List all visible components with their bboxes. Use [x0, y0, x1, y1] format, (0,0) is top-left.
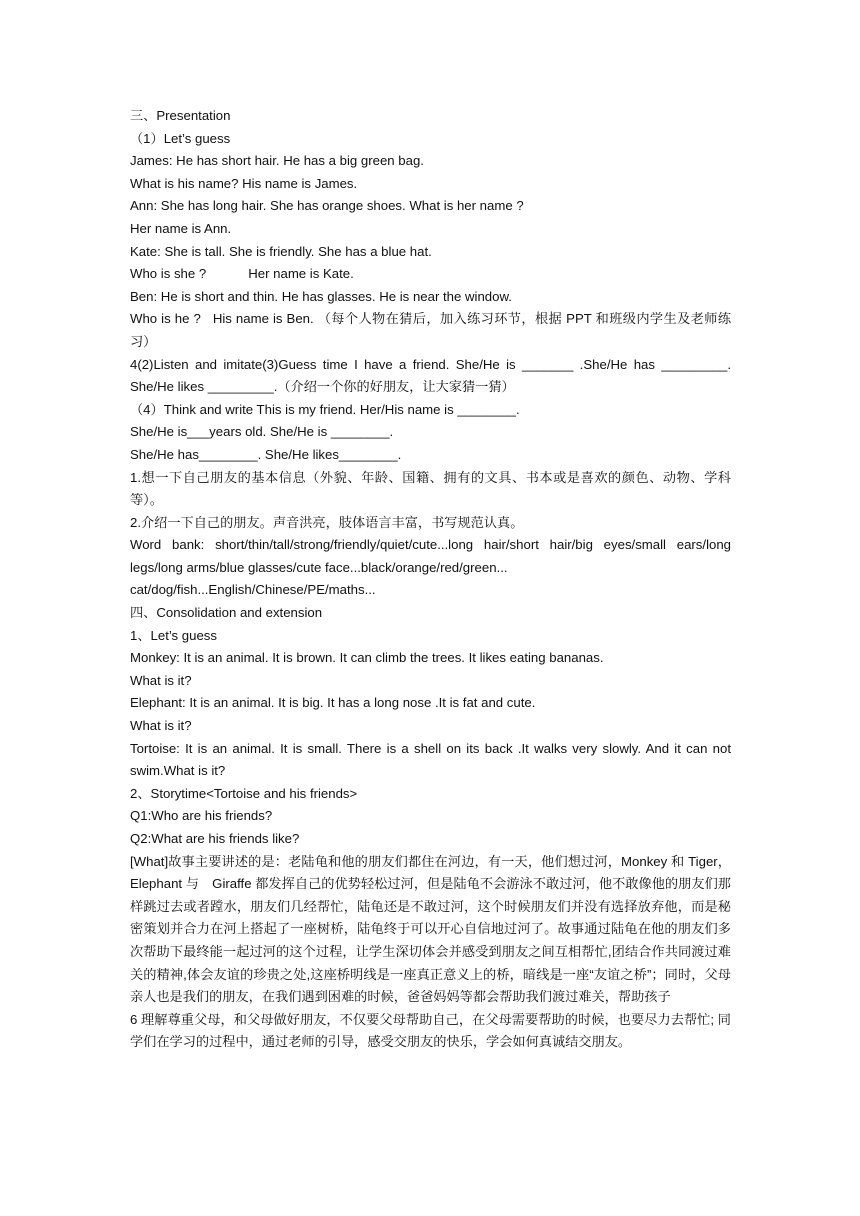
- text-paragraph: 2.介绍一下自己的朋友。声音洪亮，肢体语言丰富，书写规范认真。: [130, 514, 524, 530]
- text-paragraph: 6 理解尊重父母，和父母做好朋友，不仅要父母帮助自己，在父母需要帮助的时候，也要尽力去帮忙; 同学们在学习的过程中，通过老师的引导，感受交朋友的快乐，学会如何真诚结交朋友。: [130, 1011, 731, 1050]
- word-bank: Word bank: short/thin/tall/strong/friendly/quiet/cute...long hair/short hair/big eyes/small ears/long legs/long arms/blue glasses/cute face...black/orange/red/green...: [130, 537, 731, 575]
- text-line: She/He is___years old. She/He is ________.: [130, 424, 394, 440]
- document-body: [130, 105, 731, 1054]
- text-paragraph: 4(2)Listen and imitate(3)Guess time I have a friend. She/He is _______ .She/He has _________. She/He likes _________.（介绍一个你的好朋友，让大家猜一猜）: [130, 356, 731, 395]
- text-paragraph: 1.想一下自己朋友的基本信息（外貌、年龄、国籍、拥有的文具、书本或是喜欢的颜色、动物、学科等）。: [130, 469, 731, 508]
- text-line: What is it?: [130, 718, 192, 734]
- story-summary-paragraph: [What]故事主要讲述的是：老陆龟和他的朋友们都住在河边，有一天，他们想过河，Monkey 和 Tiger，Elephant 与 Giraffe 都发挥自己的优势轻松过河，但是陆龟不会游泳不敢过河，他不敢像他的朋友们那样跳过去或者蹚水，朋友们几经帮忙，陆龟还是不敢过河，这个时候朋友们并没有选择放弃他，而是秘密策划并合力在河上搭起了一座树桥，陆龟终于可以开心自信地过河了。故事通过陆龟在他的朋友们多次帮助下最终能一起过河的这个过程，让学生深切体会并感受到朋友之间互相帮忙,团结合作共同渡过难关的精神,体会友谊的珍贵之处,这座桥明线是一座真正意义上的桥，暗线是一座“友谊之桥”；同时，父母亲人也是我们的朋友，在我们遇到困难的时候，爸爸妈妈等都会帮助我们渡过难关，帮助孩子: [130, 853, 731, 1005]
- text-line: What is his name? His name is James.: [130, 175, 358, 191]
- text-line: cat/dog/fish...English/Chinese/PE/maths...: [130, 582, 376, 598]
- subheading-think-write: （4）Think and write This is my friend. Her/His name is ________.: [130, 401, 520, 417]
- section-heading-presentation: 三、Presentation: [130, 108, 231, 123]
- text-paragraph: Tortoise: It is an animal. It is small. There is a shell on its back .It walks very slowly. And it can not swim.What is it?: [130, 740, 731, 779]
- question-text: Who is he ?: [130, 311, 201, 327]
- text-line: Kate: She is tall. She is friendly. She has a blue hat.: [130, 243, 432, 259]
- text-line: Elephant: It is an animal. It is big. It has a long nose .It is fat and cute.: [130, 695, 536, 711]
- answer-text: His name is Ben. （每个人物在猜后，加入练习环节，根据 PPT 和班级内学生及老师练习）: [130, 311, 732, 349]
- subheading-storytime: 2、Storytime<Tortoise and his friends>: [130, 785, 358, 801]
- text-line: James: He has short hair. He has a big green bag.: [130, 153, 424, 169]
- section-heading-consolidation: 四、Consolidation and extension: [130, 605, 323, 621]
- subheading-lets-guess: （1）Let’s guess: [130, 130, 231, 146]
- question-text: Who is she ?: [130, 266, 207, 282]
- text-line: Monkey: It is an animal. It is brown. It can climb the trees. It likes eating bananas.: [130, 650, 604, 666]
- text-line: Ann: She has long hair. She has orange shoes. What is her name ?: [130, 198, 524, 214]
- text-line: Her name is Ann.: [130, 220, 232, 236]
- text-line: What is it?: [130, 672, 192, 688]
- answer-text: Her name is Kate.: [248, 266, 354, 282]
- text-line: She/He has________. She/He likes________.: [130, 446, 402, 462]
- subheading-lets-guess-2: 1、Let’s guess: [130, 627, 217, 643]
- text-line: Ben: He is short and thin. He has glasses. He is near the window.: [130, 288, 512, 304]
- text-line: Q2:What are his friends like?: [130, 831, 300, 846]
- text-line: [130, 263, 731, 286]
- text-line: Q1:Who are his friends?: [130, 808, 273, 824]
- text-paragraph: [130, 308, 731, 353]
